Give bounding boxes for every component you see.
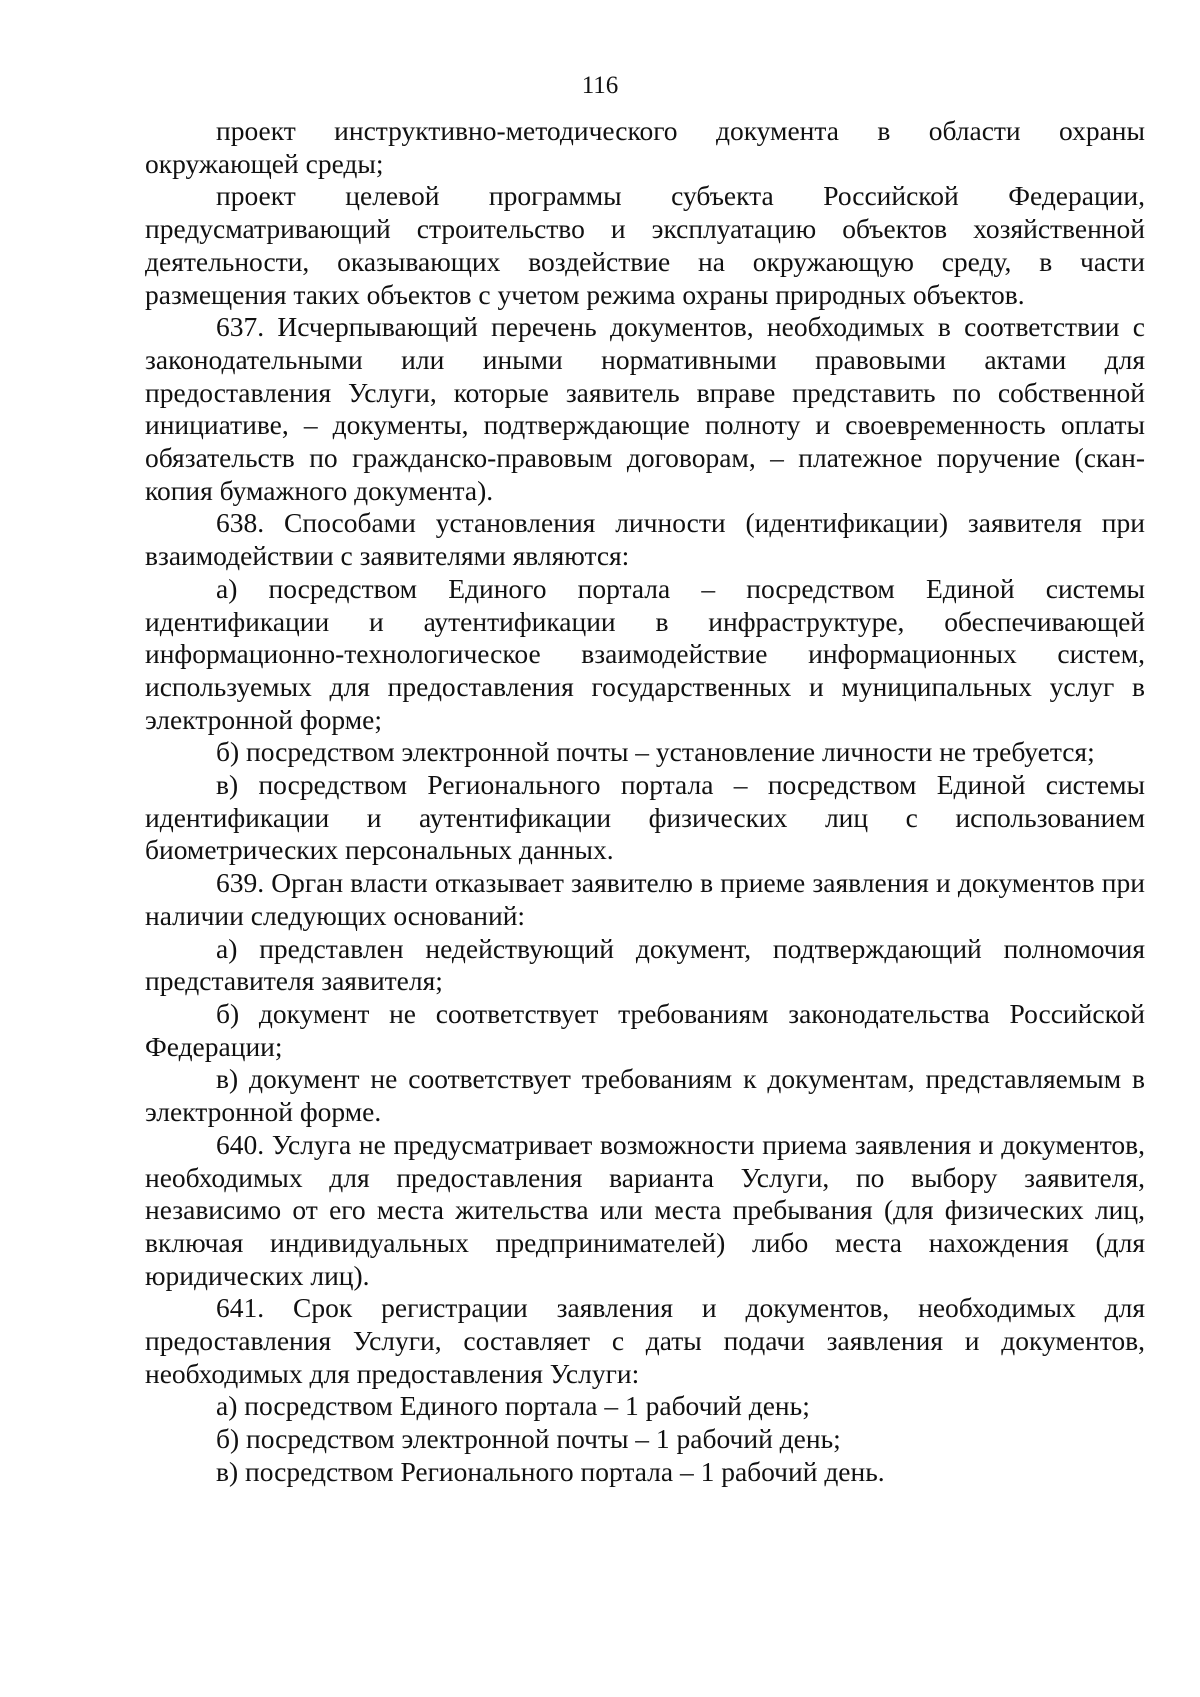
paragraph-637: 637. Исчерпывающий перечень документов, необходимых в соответствии с законодательными или иными нормативными правовыми актами для предоставления Услуги, которые заявитель вправе представить по собственной инициативе, – документы, подтверждающие полноту и своевременность оплаты обязательств по гражданско-правовым договорам, – платежное поручение (скан-копия бумажного документа). (145, 311, 1145, 506)
paragraph-639-a: а) представлен недействующий документ, подтверждающий полномочия представителя заявителя; (145, 932, 1145, 997)
paragraph-641-v: в) посредством Регионального портала – 1 рабочий день. (216, 1455, 885, 1487)
paragraph-638-v: в) посредством Регионального портала – посредством Единой системы идентификации и аутентификации физических лиц с использованием биометрических персональных данных. (145, 769, 1145, 866)
paragraph-638-b: б) посредством электронной почты – установление личности не требуется; (216, 736, 1095, 768)
paragraph-env-doc-project: проект инструктивно-методического документа в области охраны окружающей среды; (145, 115, 1145, 179)
paragraph-639-v: в) документ не соответствует требованиям к документам, представляемым в электронной форме. (145, 1063, 1145, 1128)
paragraph-638-a: а) посредством Единого портала – посредством Единой системы идентификации и аутентификации в инфраструктуре, обеспечивающей информационно-технологическое взаимодействие информационных систем, используемых для предоставления государственных и муниципальных услуг в электронной форме; (145, 572, 1145, 735)
page-number: 116 (581, 72, 619, 99)
paragraph-target-program-project: проект целевой программы субъекта Российской Федерации, предусматривающий строительство и эксплуатацию объектов хозяйственной деятельности, оказывающих воздействие на окружающую среду, в части размещения таких объектов с учетом режима охраны природных объектов. (145, 180, 1145, 310)
paragraph-638: 638. Способами установления личности (идентификации) заявителя при взаимодействии с заявителями являются: (145, 507, 1145, 572)
paragraph-640: 640. Услуга не предусматривает возможности приема заявления и документов, необходимых для предоставления варианта Услуги, по выбору заявителя, независимо от его места жительства или места пребывания (для физических лиц, включая индивидуальных предпринимателей) либо места нахождения (для юридических лиц). (145, 1128, 1145, 1291)
paragraph-641: 641. Срок регистрации заявления и документов, необходимых для предоставления Услуги, составляет с даты подачи заявления и документов, необходимых для предоставления Услуги: (145, 1292, 1145, 1389)
paragraph-641-b: б) посредством электронной почты – 1 рабочий день; (216, 1423, 841, 1455)
paragraph-641-a: а) посредством Единого портала – 1 рабочий день; (216, 1390, 810, 1422)
paragraph-639-b: б) документ не соответствует требованиям законодательства Российской Федерации; (145, 997, 1145, 1062)
document-body (145, 115, 1145, 1489)
paragraph-639: 639. Орган власти отказывает заявителю в приеме заявления и документов при наличии следующих оснований: (145, 867, 1145, 931)
